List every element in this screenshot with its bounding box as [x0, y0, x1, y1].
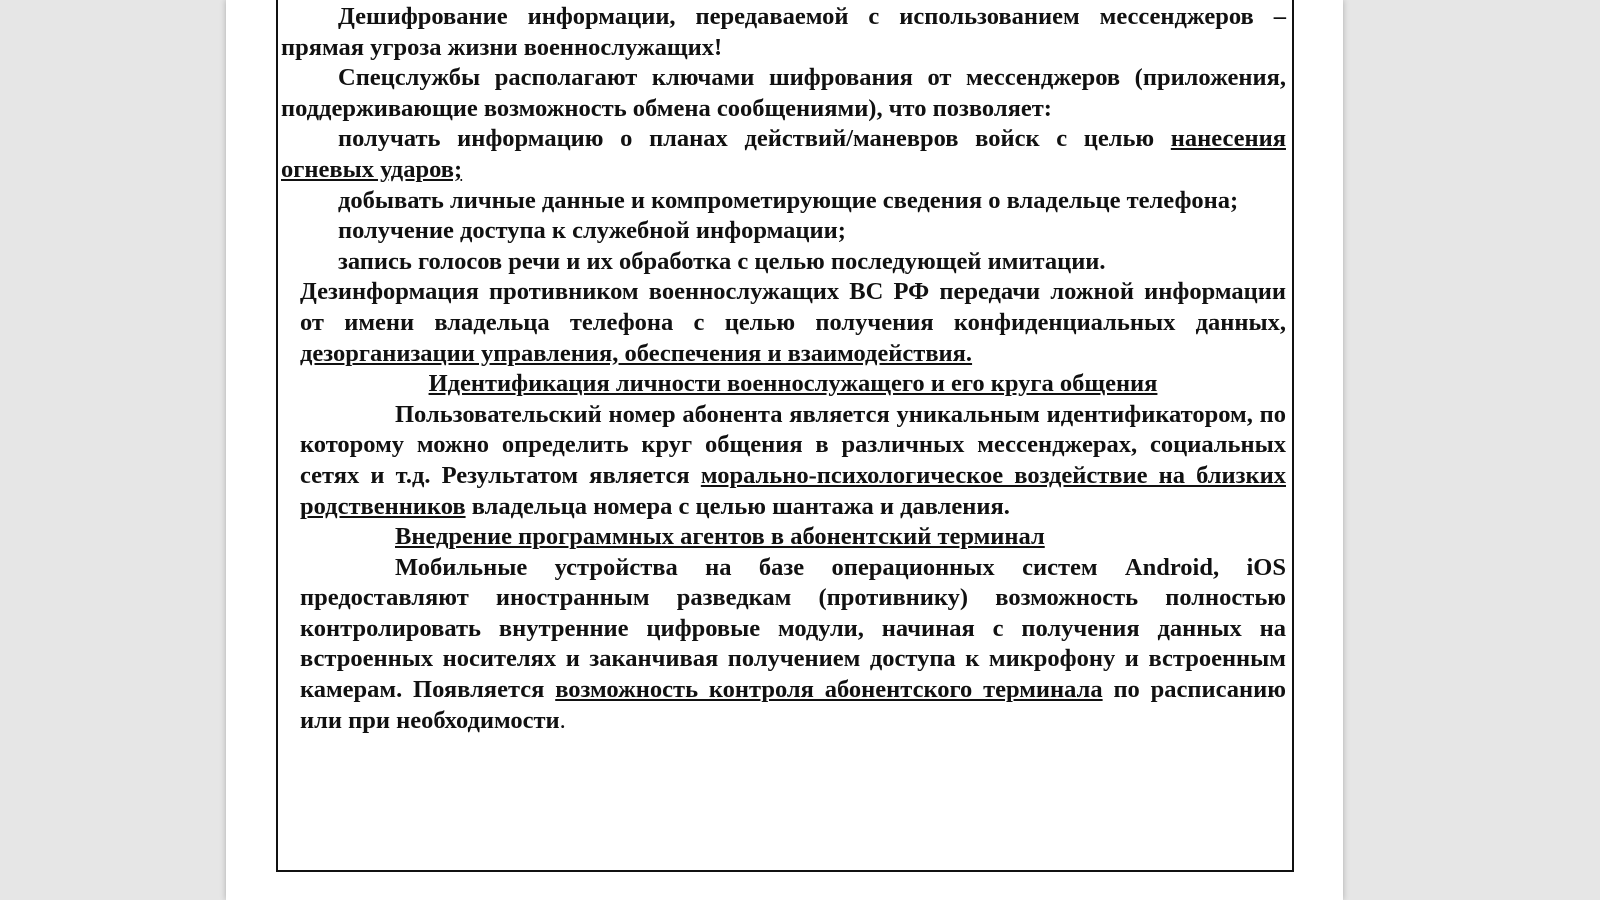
paragraph-warning: Дешифрование информации, передаваемой с использованием мессенджеров – прямая угроза жизни военнослужащих!	[281, 3, 1286, 61]
underlined-text: нанесения огневых ударов;	[281, 125, 1286, 183]
paragraph-disinformation: Дезинформация противником военнослужащих ВС РФ передачи ложной информации от имени владельца телефона с целью получения конфиденциальных данных, дезорганизации управления, обеспечения и взаимодействия.	[300, 278, 1286, 367]
document-body	[281, 2, 1286, 736]
section-identification	[281, 277, 1286, 736]
paragraph-mobile-devices: Мобильные устройства на базе операционных систем Android, iOS предоставляют иностранным разведкам (противнику) возможность полностью контролировать внутренние цифровые модули, начиная с получения данных на встроенных носителях и заканчивая получением доступа к микрофону и встроенным камерам. Появляется возможность контроля абонентского терминала по расписанию или при необходимости.	[300, 553, 1286, 734]
underlined-text: дезорганизации управления, обеспечения и взаимодействия.	[300, 339, 973, 367]
paragraph-access: получение доступа к служебной информации;	[338, 217, 846, 245]
paragraph-personal-data: добывать личные данные и компрометирующие сведения о владельце телефона;	[338, 186, 1239, 214]
paragraph-plans: получать информацию о планах действий/маневров войск с целью нанесения огневых ударов;	[281, 125, 1286, 183]
underlined-text: возможность контроля абонентского терминала	[555, 676, 1103, 704]
paragraph-encryption-keys: Спецслужбы располагают ключами шифрования от мессенджеров (приложения, поддерживающие возможность обмена сообщениями), что позволяет:	[281, 64, 1286, 122]
paragraph-subscriber-number: Пользовательский номер абонента является уникальным идентификатором, по которому можно определить круг общения в различных мессенджерах, социальных сетях и т.д. Результатом является морально-психологическое воздействие на близких родственников владельца номера с целью шантажа и давления.	[300, 400, 1286, 520]
underlined-text: морально-психологическое воздействие на близких родственников	[300, 461, 1286, 520]
document-page	[226, 0, 1343, 900]
heading-software-agents: Внедрение программных агентов в абонентский терминал	[395, 523, 1045, 551]
paragraph-voice: запись голосов речи и их обработка с целью последующей имитации.	[338, 247, 1106, 275]
heading-identification: Идентификация личности военнослужащего и его круга общения	[428, 370, 1158, 398]
